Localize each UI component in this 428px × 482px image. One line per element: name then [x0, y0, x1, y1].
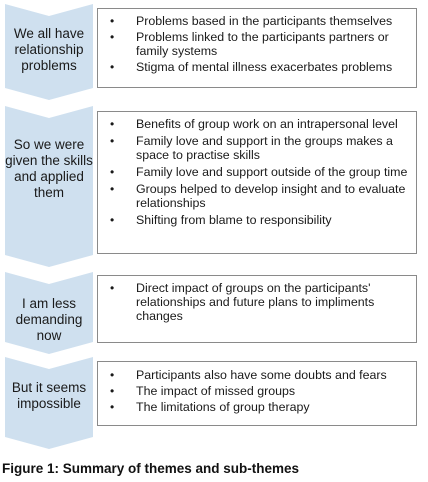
- subtheme-list: [98, 276, 416, 329]
- theme-label-line: now: [36, 328, 62, 343]
- theme-label: [14, 26, 84, 73]
- theme-label-line: impossible: [17, 396, 81, 411]
- subtheme-box-less-demanding: [97, 275, 417, 343]
- subtheme-item: • The impact of missed groups: [136, 384, 410, 398]
- subtheme-item: • Shifting from blame to responsibility: [136, 213, 410, 227]
- subtheme-item: • Benefits of group work on an intrapersonal level: [136, 117, 410, 131]
- figure-caption: Figure 1: Summary of themes and sub-themes: [2, 461, 300, 476]
- subtheme-list: [98, 362, 416, 420]
- theme-label-line: I am less: [21, 296, 77, 311]
- subtheme-item: • The limitations of group therapy: [136, 400, 410, 414]
- subtheme-list: [98, 9, 416, 80]
- theme-chevrons: [5, 4, 93, 449]
- theme-label-line: relationship: [14, 42, 84, 57]
- subtheme-box-relationship-problems: [97, 8, 417, 88]
- theme-label: [12, 380, 87, 411]
- theme-label-line: and applied: [14, 169, 84, 184]
- subtheme-box-seems-impossible: [97, 361, 417, 426]
- subtheme-box-skills-applied: [97, 111, 417, 254]
- theme-label-line: given the skills: [5, 153, 93, 168]
- theme-label-line: So we were: [13, 137, 85, 152]
- subtheme-item: • Groups helped to develop insight and to evaluate relationships: [136, 182, 410, 210]
- theme-label-line: But it seems: [11, 380, 87, 395]
- subtheme-item: • Stigma of mental illness exacerbates problems: [136, 60, 410, 74]
- subtheme-item: • Direct impact of groups on the participants' relationships and future plans to impliments changes: [136, 281, 410, 323]
- subtheme-item: • Participants also have some doubts and fears: [136, 368, 410, 382]
- subtheme-item: • Family love and support outside of the group time: [136, 165, 410, 179]
- theme-label-line: demanding: [15, 312, 83, 327]
- theme-label-line: We all have: [13, 26, 85, 41]
- theme-label-line: problems: [21, 58, 77, 73]
- subtheme-list: [98, 112, 416, 234]
- theme-label-line: them: [33, 185, 65, 200]
- subtheme-item: • Family love and support in the groups makes a space to practise skills: [136, 134, 410, 162]
- subtheme-item: • Problems based in the participants themselves: [136, 14, 410, 28]
- subtheme-item: • Problems linked to the participants partners or family systems: [136, 30, 410, 58]
